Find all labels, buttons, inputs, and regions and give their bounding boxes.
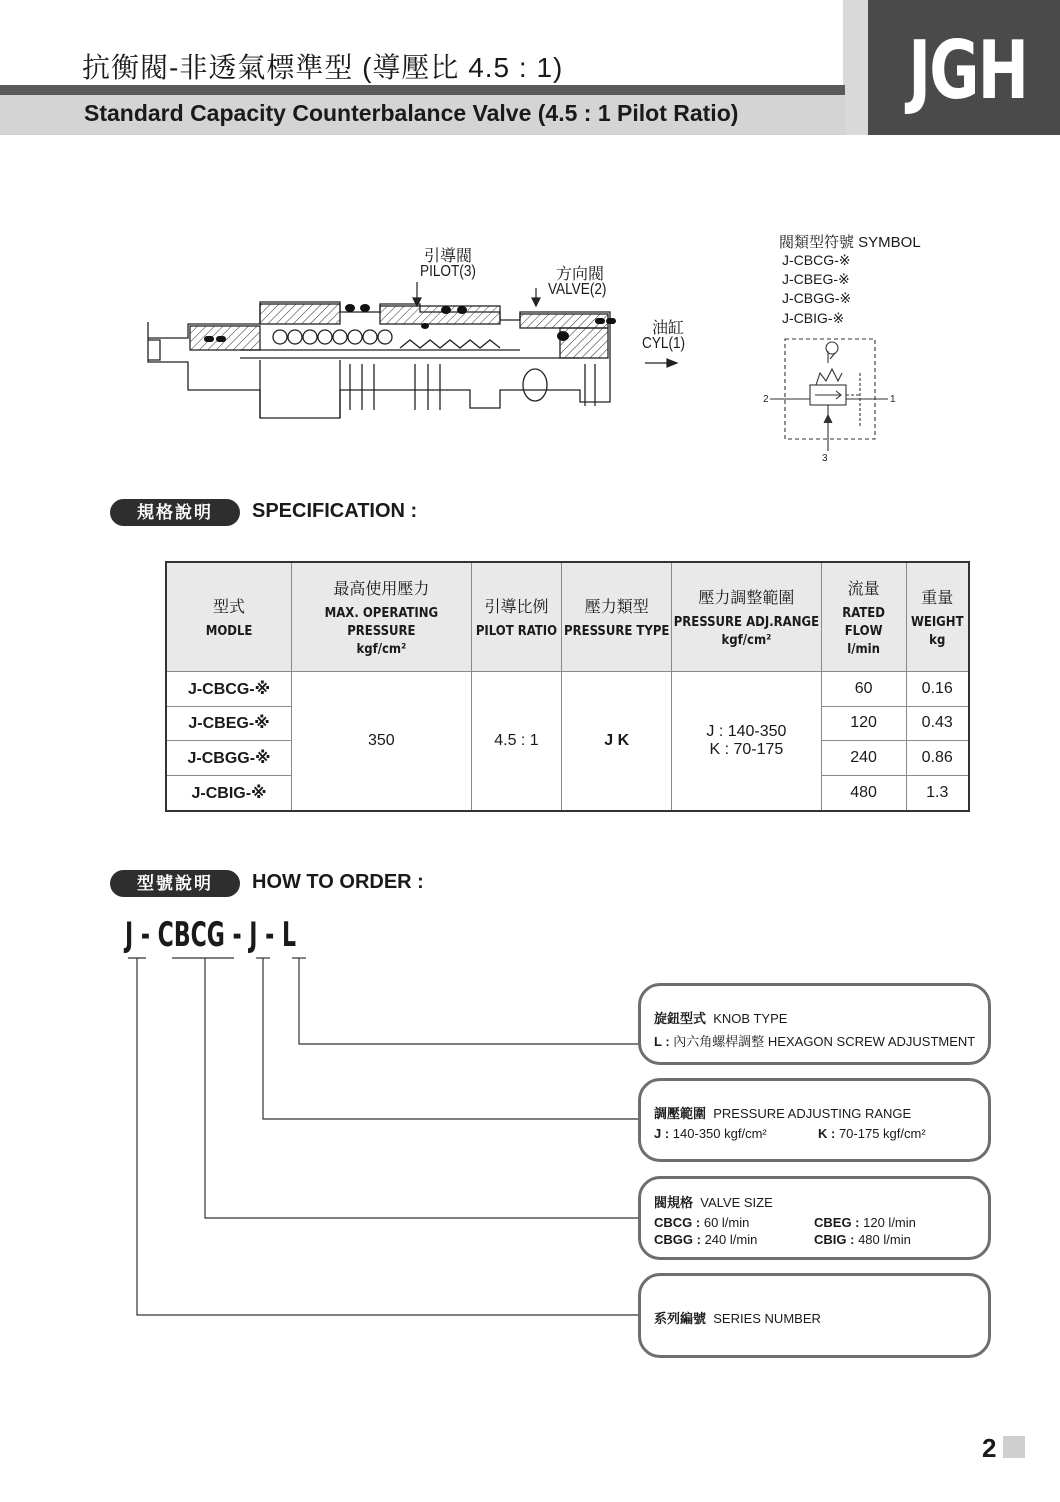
symbol-model-3: J-CBGG-※: [782, 290, 852, 306]
header-adj-range: 壓力調整範圍 PRESSURE ADJ.RANGE kgf/cm²: [672, 562, 822, 672]
adj-range-k: K : 70-175: [709, 741, 784, 758]
cell-weight: 0.16: [906, 672, 969, 707]
order-title: HOW TO ORDER :: [252, 871, 424, 893]
order-code: J - CBCG - J - L: [125, 915, 296, 955]
size-c-code: CBGG :: [654, 1232, 701, 1247]
symbol-model-2: J-CBEG-※: [782, 271, 850, 287]
range-k-val: 70-175 kgf/cm²: [838, 1126, 926, 1141]
header-pressure-type: 壓力類型 PRESSURE TYPE: [562, 562, 672, 672]
series-title-en: SERIES NUMBER: [713, 1311, 821, 1326]
port-2-label: 2: [763, 394, 769, 405]
page-number-marker: [1003, 1436, 1025, 1458]
size-b-val: 120 l/min: [863, 1215, 916, 1230]
brand-logo: JGH: [908, 24, 1028, 117]
series-title-zh: 系列編號: [654, 1311, 707, 1326]
size-d-code: CBIG :: [814, 1232, 855, 1247]
size-c-val: 240 l/min: [704, 1232, 758, 1247]
hydraulic-symbol-icon: [760, 333, 900, 463]
header-rated-flow: 流量 RATED FLOW l/min: [821, 562, 906, 672]
range-k-code: K :: [817, 1126, 836, 1141]
header-rule: [0, 85, 845, 95]
table-row: [166, 672, 969, 707]
port-1-label: 1: [890, 394, 896, 405]
spec-table: [165, 561, 970, 812]
valve-label-en: VALVE(2): [548, 281, 607, 298]
symbol-model-1: J-CBCG-※: [782, 252, 851, 268]
header-model: 型式 MODLE: [166, 562, 292, 672]
valve-size-box: [638, 1176, 991, 1260]
adj-range-j: J : 140-350: [706, 723, 787, 740]
cell-flow: 240: [821, 741, 906, 776]
cyl-label-zh: 油缸: [652, 320, 685, 337]
cell-adj-range: [672, 672, 822, 812]
size-b-code: CBEG :: [814, 1215, 860, 1230]
pilot-label-zh: 引導閥: [424, 248, 473, 265]
size-title-zh: 閥規格: [654, 1195, 694, 1210]
cell-weight: 0.86: [906, 741, 969, 776]
cell-max-pressure: 350: [292, 672, 471, 812]
symbol-title: 閥類型符號 SYMBOL: [779, 234, 921, 251]
pilot-label-en: PILOT(3): [420, 263, 476, 280]
range-j-code: J :: [654, 1126, 670, 1141]
header-max-pressure: 最高使用壓力 MAX. OPERATING PRESSURE kgf/cm²: [292, 562, 471, 672]
size-a-code: CBCG :: [654, 1215, 701, 1230]
port-3-label: 3: [822, 453, 828, 463]
page-number: 2: [982, 1433, 997, 1463]
knob-zh: 內六角螺桿調整: [673, 1034, 765, 1049]
order-leader-lines: [0, 950, 660, 1330]
cell-weight: 0.43: [906, 706, 969, 741]
knob-title-zh: 旋鈕型式: [654, 1011, 707, 1026]
size-a-val: 60 l/min: [703, 1215, 750, 1230]
knob-code: L :: [654, 1034, 670, 1049]
header-pilot-ratio: 引導比例 PILOT RATIO: [471, 562, 562, 672]
range-title-en: PRESSURE ADJUSTING RANGE: [713, 1106, 912, 1121]
cell-flow: 480: [821, 775, 906, 811]
spec-title: SPECIFICATION :: [252, 500, 418, 522]
symbol-model-4: J-CBIG-※: [782, 310, 845, 326]
series-number-box: [638, 1273, 991, 1358]
cell-model: J-CBIG-※: [166, 775, 292, 811]
cell-weight: 1.3: [906, 775, 969, 811]
cell-pressure-type: J K: [562, 672, 672, 812]
range-j-val: 140-350 kgf/cm²: [672, 1126, 767, 1141]
cell-pilot-ratio: 4.5 : 1: [471, 672, 562, 812]
cell-flow: 60: [821, 672, 906, 707]
spec-tag: 規格說明: [110, 499, 240, 526]
cyl-label-en: CYL(1): [642, 335, 686, 352]
range-title-zh: 調壓範圍: [654, 1106, 707, 1121]
order-tag: 型號說明: [110, 870, 240, 897]
valve-label-zh: 方向閥: [556, 266, 605, 283]
page-title-en: Standard Capacity Counterbalance Valve (4.5 : 1 Pilot Ratio): [84, 100, 739, 126]
size-d-val: 480 l/min: [858, 1232, 911, 1247]
knob-title-en: KNOB TYPE: [713, 1011, 788, 1026]
knob-type-box: [638, 983, 991, 1065]
size-title-en: VALVE SIZE: [700, 1195, 773, 1210]
header-weight: 重量 WEIGHT kg: [906, 562, 969, 672]
page-title-zh: 抗衡閥-非透氣標準型 (導壓比 4.5 : 1): [82, 52, 564, 83]
cell-model: J-CBGG-※: [166, 741, 292, 776]
pressure-range-box: [638, 1078, 991, 1162]
port-arrows: [405, 282, 705, 372]
cell-model: J-CBEG-※: [166, 706, 292, 741]
knob-en: HEXAGON SCREW ADJUSTMENT: [767, 1034, 976, 1049]
spec-header-row: [166, 562, 969, 672]
cell-flow: 120: [821, 706, 906, 741]
cell-model: J-CBCG-※: [166, 672, 292, 707]
